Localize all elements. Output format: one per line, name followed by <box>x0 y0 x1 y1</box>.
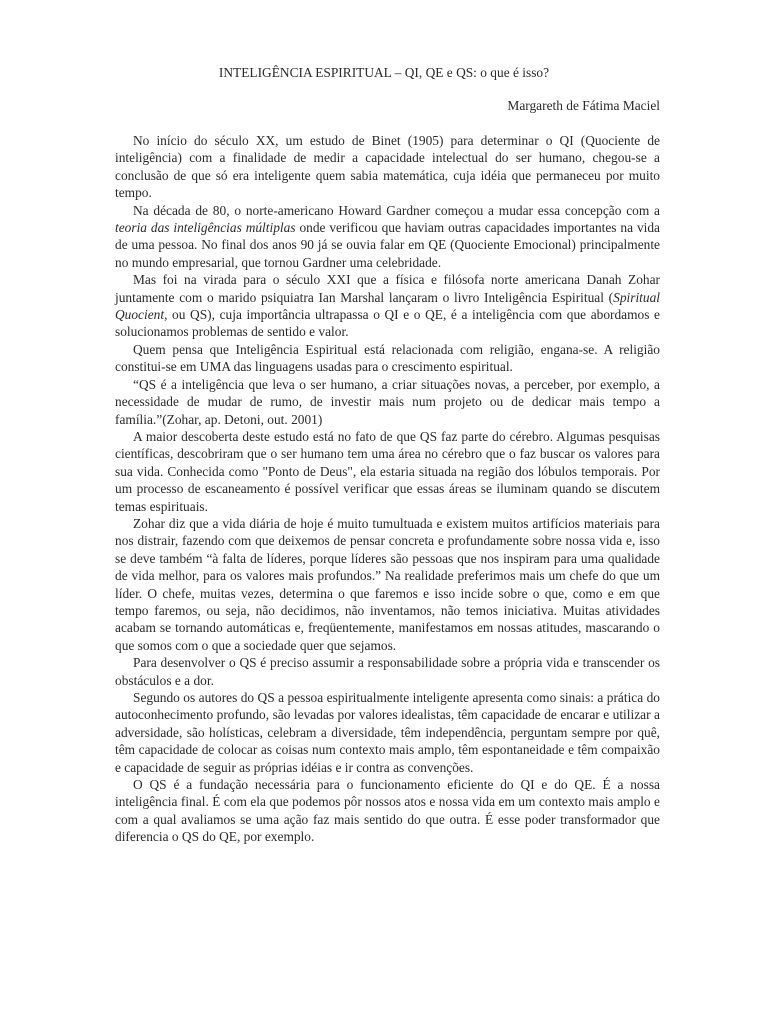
paragraph-text: Zohar diz que a vida diária de hoje é muito tumultuada e existem muitos artifícios materiais para nos distrair, fazendo com que deixemos de pensar concreta e profundamente sobre nossa vida e, isso se deve também “à falta de líderes, porque líderes são pessoas que nos inspiram para uma qualidade de vida melhor, para os valores mais profundos.” Na realidade preferimos mais um chefe do que um líder. O chefe, muitas vezes, determina o que faremos e isso incide sobre o que, como e em que tempo faremos, ou seja, não decidimos, não inventamos, não temos iniciativa. Muitas atividades acabam se tornando automáticas e, freqüentemente, manifestamos em nossas atitudes, mascarando o que somos com o que a sociedade quer que sejamos. <box>115 515 660 653</box>
paragraph <box>115 654 660 689</box>
emphasis-text: Spiritual Quocient <box>115 289 660 323</box>
document-title: INTELIGÊNCIA ESPIRITUAL – QI, QE e QS: o que é isso? <box>218 65 550 80</box>
paragraph <box>115 428 660 515</box>
paragraph <box>115 689 660 776</box>
document-body <box>115 132 660 846</box>
paragraph <box>115 341 660 376</box>
paragraph-text: Na década de 80, o norte-americano Howard Gardner começou a mudar essa concepção com a <box>133 202 660 218</box>
paragraph <box>115 376 660 428</box>
paragraph <box>115 132 660 202</box>
paragraph-text: “QS é a inteligência que leva o ser humano, a criar situações novas, a perceber, por exemplo, a necessidade de mudar de rumo, de investir mais num projeto ou de dedicar mais tempo a família.”(Zohar, ap. Detoni, out. 2001) <box>115 376 660 427</box>
document-author: Margareth de Fátima Maciel <box>507 98 660 113</box>
paragraph-text: A maior descoberta deste estudo está no fato de que QS faz parte do cérebro. Algumas pesquisas científicas, descobriram que o ser humano tem uma área no cérebro que o faz buscar os valores para sua vida. Conhecida como "Ponto de Deus", ela estaria situada na região dos lóbulos temporais. Por um processo de escaneamento é possível verificar que essas áreas se iluminam quando se discutem temas espirituais. <box>115 428 660 514</box>
paragraph-text: O QS é a fundação necessária para o funcionamento eficiente do QI e do QE. É a nossa inteligência final. É com ela que podemos pôr nossos atos e nossa vida em um contexto mais amplo e com a qual avaliamos se uma ação faz mais sentido do que outra. É esse poder transformador que diferencia o QS do QE, por exemplo. <box>115 777 660 845</box>
emphasis-text: teoria das inteligências múltiplas <box>115 220 296 236</box>
paragraph <box>115 202 660 272</box>
paragraph-text: No início do século XX, um estudo de Binet (1905) para determinar o QI (Quociente de inteligência) com a finalidade de medir a capacidade intelectual do ser humano, chegou-se a conclusão de que só era inteligente quem sabia matemática, cuja idéia que permaneceu por muito tempo. <box>115 133 660 201</box>
paragraph-text: Mas foi na virada para o século XXI que a física e filósofa norte americana Danah Zohar juntamente com o marido psiquiatra Ian Marshal lançaram o livro Inteligência Espiritual ( <box>115 272 660 305</box>
paragraph <box>115 515 660 654</box>
paragraph-text: Para desenvolver o QS é preciso assumir a responsabilidade sobre a própria vida e transcender os obstáculos e a dor. <box>115 655 660 688</box>
paragraph <box>115 271 660 341</box>
paragraph-text: Segundo os autores do QS a pessoa espiritualmente inteligente apresenta como sinais: a prática do autoconhecimento profundo, são levadas por valores idealistas, têm capacidade de encarar e utilizar a adversidade, são holísticas, celebram a diversidade, têm independência, perguntam sempre por quê, têm capacidade de colocar as coisas num contexto mais amplo, têm espontaneidade e têm compaixão e capacidade de seguir as próprias idéias e ir contra as convenções. <box>115 690 660 775</box>
paragraph-text: Quem pensa que Inteligência Espiritual está relacionada com religião, engana-se. A religião constitui-se em UMA das linguagens usadas para o crescimento espiritual. <box>115 341 660 375</box>
paragraph-text: onde verificou que haviam outras capacidades importantes na vida de uma pessoa. No final dos anos 90 já se ouvia falar em QE (Quociente Emocional) principalmente no mundo empresarial, que tornou Gardner uma celebridade. <box>115 220 660 270</box>
paragraph-text: , ou QS), cuja importância ultrapassa o QI e o QE, é a inteligência com que abordamos e solucionamos problemas de sentido e valor. <box>115 307 660 340</box>
paragraph <box>115 776 660 846</box>
